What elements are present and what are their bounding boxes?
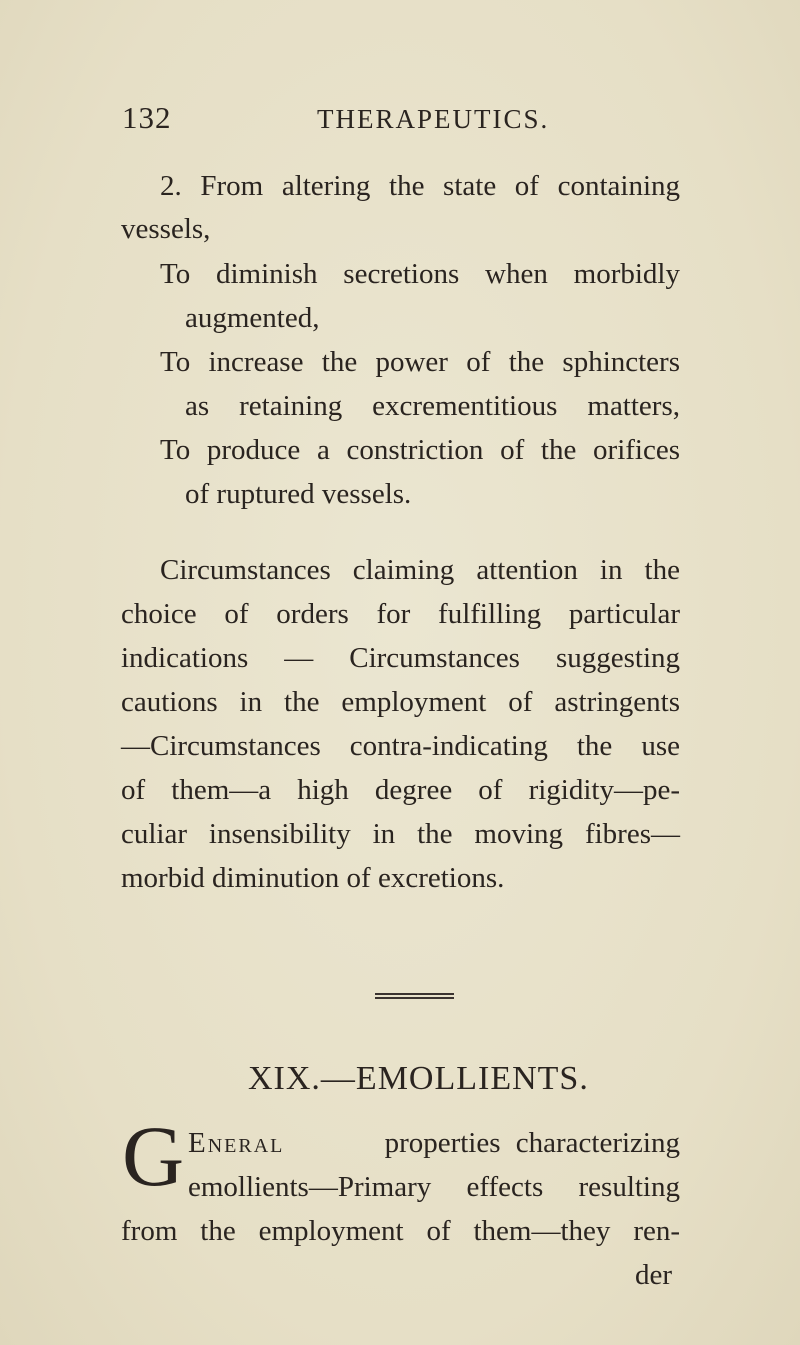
paragraph-line-7: culiar insensibility in the moving fibres— — [121, 818, 680, 850]
paragraph-line-1: Circumstances claiming attention in the — [160, 554, 680, 586]
paragraph-line-5: —Circumstances contra-indicating the use — [121, 730, 680, 762]
section-divider — [375, 993, 454, 1001]
running-title: THERAPEUTICS. — [317, 104, 550, 134]
paragraph-line-8: morbid diminution of excretions. — [121, 862, 505, 894]
sub-item-2-line-1: To increase the power of the sphincters — [160, 346, 680, 378]
paragraph-line-4: cautions in the employment of astringents — [121, 686, 680, 718]
drop-cap: G — [122, 1108, 185, 1204]
section-line-1 — [188, 1129, 680, 1158]
paragraph-line-2: choice of orders for fulfilling particular — [121, 598, 680, 630]
section-line-3: from the employment of them—they ren- — [121, 1215, 680, 1247]
section-line-4: der — [635, 1259, 673, 1291]
paragraph-line-6: of them—a high degree of rigidity—pe- — [121, 774, 680, 806]
paragraph-line-3: indications — Circumstances suggesting — [121, 642, 680, 674]
page-number: 132 — [122, 100, 172, 135]
list-item-2-line-2: vessels, — [121, 213, 211, 245]
page-header — [122, 100, 682, 140]
sub-item-2-line-2: as retaining excrementitious matters, — [185, 390, 680, 422]
sub-item-1-line-2: augmented, — [185, 302, 320, 334]
sub-item-3-line-2: of ruptured vessels. — [185, 478, 412, 510]
section-title: XIX.—EMOLLIENTS. — [248, 1060, 589, 1097]
section-line-2: emollients—Primary effects resulting — [188, 1171, 680, 1203]
section-line-1-rest: properties characterizing — [384, 1127, 680, 1159]
first-word-rest: Eneral — [188, 1127, 285, 1159]
sub-item-3-line-1: To produce a constriction of the orifices — [160, 434, 680, 466]
list-item-2-line-1: 2. From altering the state of containing — [160, 170, 680, 202]
sub-item-1-line-1: To diminish secretions when morbidly — [160, 258, 680, 290]
